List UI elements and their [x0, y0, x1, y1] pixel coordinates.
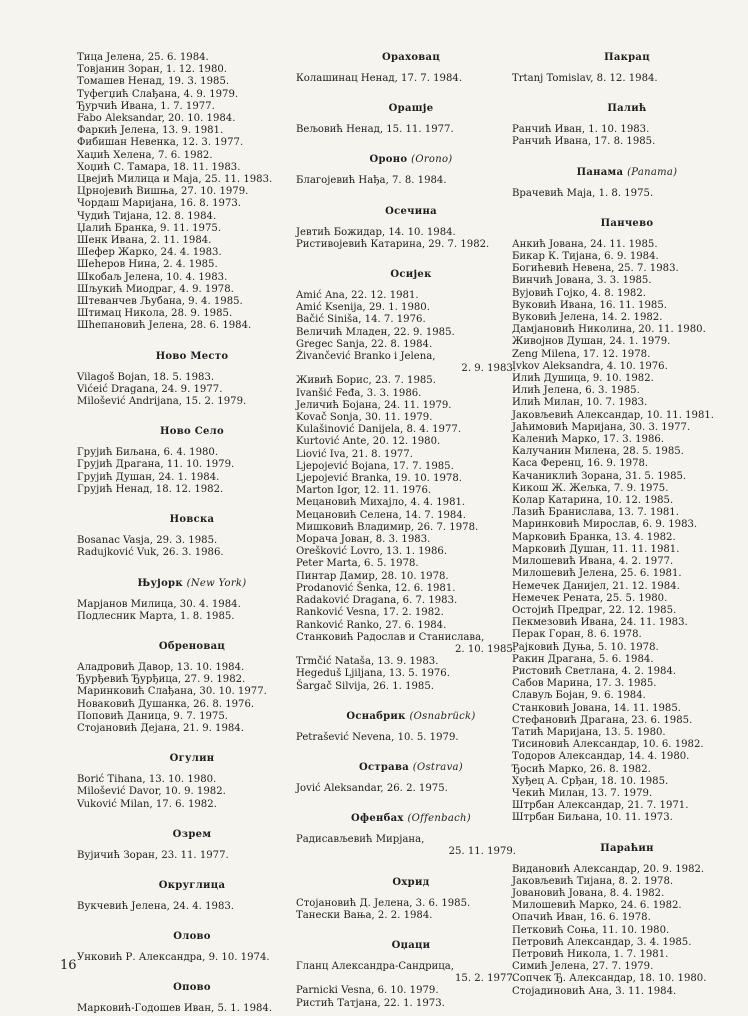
- spacer: [77, 623, 307, 641]
- section-heading: [296, 52, 526, 64]
- spacer: [77, 496, 307, 514]
- entry: Благојевић Нађа, 7. 8. 1984.: [296, 175, 447, 187]
- section-heading: [77, 753, 307, 765]
- entry: Рајковић Дуња, 5. 10. 1978.: [512, 641, 659, 653]
- page-number: 16: [60, 958, 77, 973]
- entry: Поповић Даница, 9. 7. 1975.: [77, 710, 228, 722]
- heading-text: Офенбах: [351, 813, 404, 825]
- entry: Стојановић Д. Јелена, 3. 6. 1985.: [296, 897, 471, 909]
- section-heading: [296, 711, 526, 723]
- entry: Живојнов Душан, 24. 1. 1979.: [512, 336, 671, 348]
- entry: Цвејић Милица и Маја, 25. 11. 1983.: [77, 174, 273, 186]
- entry: Татић Маријана, 13. 5. 1980.: [512, 726, 666, 738]
- entry: Ђурђевић Ђурђица, 27. 9. 1982.: [77, 674, 246, 686]
- section-heading: [77, 641, 307, 653]
- spacer: [296, 115, 526, 124]
- section-heading: [296, 813, 526, 825]
- spacer: [77, 363, 307, 372]
- entry: Amić Ksenija, 29. 1. 1980.: [296, 302, 430, 314]
- heading-text: Пакрац: [604, 52, 650, 63]
- section-heading: [77, 351, 307, 363]
- entry: Грујић Драгана, 11. 10. 1979.: [77, 459, 235, 471]
- entry: Ljepojević Branka, 19. 10. 1978.: [296, 473, 462, 485]
- heading-text: Оснабрик: [346, 710, 406, 722]
- spacer: [77, 653, 307, 662]
- spacer: [296, 64, 526, 73]
- entry: Ракин Драгана, 5. 6. 1984.: [512, 653, 654, 665]
- entry: Мецановић Селена, 14. 7. 1984.: [296, 509, 466, 521]
- entry: Новаковић Душанка, 26. 8. 1976.: [77, 698, 255, 710]
- entry: Сабов Марина, 17. 3. 1985.: [512, 678, 657, 690]
- heading-text: Панама: [576, 166, 624, 178]
- spacer: [512, 64, 742, 73]
- spacer: [296, 952, 526, 961]
- entry: Trmčić Nataša, 13. 9. 1983.: [296, 656, 439, 668]
- entry: Милошевић Ивана, 4. 2. 1977.: [512, 556, 674, 568]
- entry: Хаџић Хелена, 7. 6. 1982.: [77, 149, 213, 161]
- spacer: [77, 913, 307, 931]
- entry: Винчић Јована, 3. 3. 1985.: [512, 275, 652, 287]
- entry: Грујић Биљана, 6. 4. 1980.: [77, 447, 219, 459]
- entry: Видановић Александар, 20. 9. 1982.: [512, 863, 705, 875]
- entry: Црнојевић Вишња, 27. 10. 1979.: [77, 186, 249, 198]
- entry: Морача Јован, 8. 3. 1983.: [296, 534, 431, 546]
- entry: Калучанин Милена, 28. 5. 1985.: [512, 446, 684, 458]
- entry: Amić Ana, 22. 12. 1981.: [296, 290, 419, 302]
- spacer: [77, 438, 307, 447]
- entry: Опачић Иван, 16. 6. 1978.: [512, 912, 651, 924]
- section-heading: [512, 52, 742, 64]
- entry: Hegeduš Ljiljana, 13. 5. 1976.: [296, 668, 450, 680]
- heading-subtitle: (Ostrava): [412, 761, 463, 773]
- entry: Јаћимовић Маријана, 30. 3. 1977.: [512, 421, 691, 433]
- entry: Јаковљевић Александар, 10. 11. 1981.: [512, 409, 715, 421]
- entry: Величић Младен, 22. 9. 1985.: [296, 326, 455, 338]
- entry: Peter Marta, 6. 5. 1978.: [296, 558, 419, 570]
- heading-text: Оџаци: [391, 939, 431, 951]
- entry: Ранчић Ивана, 17. 8. 1985.: [512, 136, 656, 148]
- entry: Каса Ференц, 16. 9. 1978.: [512, 458, 649, 470]
- entry: Parnicki Vesna, 6. 10. 1979.: [296, 985, 439, 997]
- section-heading: [77, 982, 307, 994]
- entry: Кикош Ж. Жељка, 7. 9. 1975.: [512, 482, 669, 494]
- spacer: [77, 526, 307, 535]
- entry: Ристивојевић Катарина, 29. 7. 1982.: [296, 238, 490, 250]
- entry: Шљукић Миодраг, 4. 9. 1978.: [77, 283, 234, 295]
- entry: Чудић Тијана, 12. 8. 1984.: [77, 210, 217, 222]
- entry: Качаниклић Зорана, 31. 5. 1985.: [512, 470, 687, 482]
- entry: Orešković Lovro, 13. 1. 1986.: [296, 546, 448, 558]
- entry: Колашинац Ненад, 17. 7. 1984.: [296, 73, 463, 84]
- entry: Илић Милан, 10. 7. 1983.: [512, 397, 648, 409]
- column-3: [512, 52, 742, 998]
- entry: Штрбан Александар, 21. 7. 1971.: [512, 800, 689, 812]
- heading-text: Острава: [358, 761, 409, 773]
- entry: Марковић Бранка, 13. 4. 1982.: [512, 531, 676, 543]
- entry: Мишковић Владимир, 26. 7. 1978.: [296, 521, 479, 533]
- entry: Перак Горан, 8. 6. 1978.: [512, 629, 642, 641]
- entry: Тица Јелена, 25. 6. 1984.: [77, 52, 209, 63]
- entry: Хуђец А. Срђан, 18. 10. 1985.: [512, 775, 669, 787]
- entry: Вуковић Јелена, 14. 2. 1982.: [512, 312, 663, 324]
- entry: Џалић Бранка, 9. 11. 1975.: [77, 222, 222, 234]
- entry: Петровић Никола, 1. 7. 1981.: [512, 948, 669, 960]
- entry: Ivanšić Feđa, 3. 3. 1986.: [296, 387, 422, 399]
- heading-text: Новска: [169, 514, 215, 526]
- heading-text: Олово: [173, 931, 211, 943]
- entry: Товјанин Зоран, 1. 12. 1980.: [77, 64, 228, 76]
- spacer: [296, 744, 526, 762]
- entry: Ристић Татјана, 22. 1. 1973.: [296, 997, 445, 1009]
- spacer: [77, 862, 307, 880]
- entry: Milošević Andrijana, 15. 2. 1979.: [77, 396, 247, 408]
- entry: Шеһеров Нина, 2. 4. 1985.: [77, 259, 218, 271]
- entry: Јовановић Јована, 8. 4. 1982.: [512, 887, 665, 899]
- entry: Petrašević Nevena, 10. 5. 1979.: [296, 731, 459, 743]
- entry: Немечек Рената, 25. 5. 1980.: [512, 592, 668, 604]
- heading-subtitle: (Osnabrück): [409, 710, 476, 722]
- spacer: [77, 765, 307, 774]
- section-heading: [296, 940, 526, 952]
- entry: Kurtović Ante, 20. 12. 1980.: [296, 436, 441, 448]
- entry: Петровић Александар, 3. 4. 1985.: [512, 936, 692, 948]
- entry: Немечек Данијел, 21. 12. 1984.: [512, 580, 680, 592]
- spacer: [77, 811, 307, 829]
- spacer: [512, 115, 742, 124]
- entry-date-continuation: 2. 10. 1985.: [455, 643, 516, 655]
- section-heading: [77, 514, 307, 526]
- entry: Trtanj Tomislav, 8. 12. 1984.: [512, 73, 658, 84]
- entry-date-continuation: 15. 2. 1977.: [455, 973, 516, 985]
- heading-text: Панчево: [600, 217, 654, 229]
- heading-text: Обреновац: [158, 640, 226, 652]
- heading-subtitle: (Offenbach): [407, 813, 471, 825]
- entry: Šargač Silvija, 26. 1. 1985.: [296, 680, 434, 692]
- entry: Radaković Dragana, 6. 7. 1983.: [296, 595, 458, 607]
- entry: Тодоров Александар, 14. 4. 1980.: [512, 751, 690, 763]
- section-heading: [77, 829, 307, 841]
- entry: Томашев Ненад, 19. 3. 1985.: [77, 76, 230, 88]
- entry: Fabo Aleksandar, 20. 10. 1984.: [77, 113, 236, 125]
- heading-text: Ороно: [369, 154, 408, 166]
- entry: Пинтар Дамир, 28. 10. 1978.: [296, 570, 449, 582]
- spacer: [77, 943, 307, 952]
- entry: Prodanović Šenka, 12. 6. 1981.: [296, 582, 456, 594]
- entry: Стефановић Драгана, 23. 6. 1985.: [512, 714, 693, 726]
- spacer: [296, 825, 526, 834]
- entry: Вујовић Гојко, 4. 8. 1982.: [512, 287, 646, 299]
- section-heading: [296, 269, 526, 281]
- entry: Ристовић Светлана, 4. 2. 1984.: [512, 665, 677, 677]
- entry: Штрбан Биљана, 10. 11. 1973.: [512, 812, 673, 824]
- section-heading: [296, 762, 526, 774]
- spacer: [77, 590, 307, 599]
- spacer: [296, 136, 526, 154]
- section-heading: [512, 167, 742, 179]
- section-heading: [512, 103, 742, 115]
- heading-subtitle: (New York): [186, 577, 247, 589]
- entry: Грујић Ненад, 18. 12. 1982.: [77, 483, 224, 495]
- section-heading: [296, 154, 526, 166]
- heading-text: Охрид: [392, 876, 430, 888]
- entry: Kovač Sonja, 30. 11. 1979.: [296, 412, 433, 424]
- entry: Врачевић Маја, 1. 8. 1975.: [512, 187, 654, 199]
- entry: Вуковић Ивана, 16. 11. 1985.: [512, 299, 667, 311]
- spacer: [512, 855, 742, 864]
- spacer: [77, 560, 307, 578]
- entry: Маринковић Мирослав, 6. 9. 1983.: [512, 519, 698, 531]
- heading-text: Опово: [173, 982, 211, 994]
- entry: Vićeić Dragana, 24. 9. 1977.: [77, 383, 223, 395]
- spacer: [512, 230, 742, 239]
- entry: Марковић Душан, 11. 11. 1981.: [512, 543, 680, 555]
- entry: Подлесник Марта, 1. 8. 1985.: [77, 610, 235, 622]
- entry: Грујић Душан, 24. 1. 1984.: [77, 471, 220, 483]
- entry: Милошевић Јелена, 25. 6. 1981.: [512, 568, 682, 580]
- spacer: [77, 841, 307, 850]
- spacer: [296, 693, 526, 711]
- entry: Фаркић Јелена, 13. 9. 1981.: [77, 125, 224, 137]
- spacer: [296, 774, 526, 783]
- entry: Marton Igor, 12. 11. 1976.: [296, 485, 432, 497]
- entry: Kulašinović Danijela, 8. 4. 1977.: [296, 424, 462, 436]
- entry: Вукчевић Јелена, 24. 4. 1983.: [77, 900, 234, 912]
- entry: Liović Iva, 21. 8. 1977.: [296, 448, 413, 460]
- entry: Пекмезовић Ивана, 24. 11. 1983.: [512, 617, 688, 629]
- heading-subtitle: (Orono): [411, 154, 453, 166]
- section-heading: [77, 880, 307, 892]
- entry: Туфегџић Слађана, 4. 9. 1979.: [77, 88, 239, 100]
- heading-text: Ораховац: [381, 52, 441, 63]
- spacer: [512, 200, 742, 218]
- entry: Шефер Жарко, 24. 4. 1983.: [77, 247, 222, 259]
- entry: Богићевић Невена, 25. 7. 1983.: [512, 263, 679, 275]
- entry: Јеличић Бојана, 24. 11. 1979.: [296, 399, 452, 411]
- entry: Шенк Ивана, 2. 11. 1984.: [77, 235, 212, 247]
- spacer: [77, 735, 307, 753]
- spacer: [296, 723, 526, 732]
- entry: Каленић Марко, 17. 3. 1986.: [512, 434, 664, 446]
- section-heading: [296, 103, 526, 115]
- entry: Штеванчев Љубана, 9. 4. 1985.: [77, 296, 243, 308]
- entry: Симић Јелена, 27. 7. 1979.: [512, 961, 654, 973]
- entry: Марјанов Милица, 30. 4. 1984.: [77, 598, 241, 610]
- section-heading: [512, 218, 742, 230]
- entry: Vuković Milan, 17. 6. 1982.: [77, 798, 217, 810]
- spacer: [512, 85, 742, 103]
- heading-text: Осечина: [385, 205, 437, 217]
- entry: Gregec Sanja, 22. 8. 1984.: [296, 338, 433, 350]
- entry: Остојић Предраг, 22. 12. 1985.: [512, 604, 677, 616]
- entry: Чордаш Маријана, 16. 8. 1973.: [77, 198, 242, 210]
- entry: Radujković Vuk, 26. 3. 1986.: [77, 547, 224, 559]
- spacer: [296, 85, 526, 103]
- entry: Чекић Милан, 13. 7. 1979.: [512, 787, 653, 799]
- heading-subtitle: (Panama): [627, 166, 678, 178]
- entry: Аладровић Давор, 13. 10. 1984.: [77, 661, 245, 673]
- heading-text: Округлица: [158, 879, 226, 891]
- spacer: [77, 892, 307, 901]
- entry: Петковић Соња, 11. 10. 1980.: [512, 924, 670, 936]
- entry: Тисиновић Александар, 10. 6. 1982.: [512, 739, 704, 751]
- entry: Milošević Davor, 10. 9. 1982.: [77, 786, 226, 798]
- entry: Сопчек Ђ. Александар, 18. 10. 1980.: [512, 973, 707, 985]
- heading-text: Параћин: [600, 842, 654, 854]
- entry: Ђосић Марко, 26. 8. 1982.: [512, 763, 651, 775]
- spacer: [77, 994, 307, 1003]
- spacer: [512, 149, 742, 167]
- entry: Vilagoš Bojan, 18. 5. 1983.: [77, 371, 215, 383]
- entry: Стојадиновић Ана, 3. 11. 1984.: [512, 985, 677, 997]
- entry: Мецановић Михајло, 4. 4. 1981.: [296, 497, 466, 509]
- entry: Станковић Јована, 14. 11. 1985.: [512, 702, 681, 714]
- entry: Илић Јелена, 6. 3. 1985.: [512, 385, 640, 397]
- section-heading: [296, 206, 526, 218]
- entry: Шһепановић Јелена, 28. 6. 1984.: [77, 320, 252, 332]
- entry: Вељовић Ненад, 15. 11. 1977.: [296, 124, 454, 136]
- entry: Borić Tihana, 13. 10. 1980.: [77, 774, 217, 786]
- entry: Илић Душица, 9. 10. 1982.: [512, 373, 654, 385]
- spacer: [512, 825, 742, 843]
- spacer: [296, 795, 526, 813]
- spacer: [77, 964, 307, 982]
- heading-text: Ново Село: [160, 426, 224, 438]
- spacer: [296, 859, 526, 877]
- spacer: [296, 281, 526, 290]
- entry: Јевтић Божидар, 14. 10. 1984.: [296, 226, 456, 238]
- entry: Хоџић С. Тамара, 18. 11. 1983.: [77, 161, 241, 173]
- spacer: [77, 408, 307, 426]
- entry: Ranković Ranko, 27. 6. 1984.: [296, 619, 447, 631]
- heading-text: Осијек: [390, 269, 432, 281]
- entry: Živančević Branko i Jelena,: [296, 351, 436, 363]
- entry: Шкобаљ Јелена, 10. 4. 1983.: [77, 271, 228, 283]
- section-heading: [512, 843, 742, 855]
- entry: Бикар К. Тијана, 6. 9. 1984.: [512, 251, 659, 263]
- entry: Ivkov Aleksandra, 4. 10. 1976.: [512, 360, 668, 372]
- entry: Анкић Јована, 24. 11. 1985.: [512, 238, 658, 250]
- entry: Јаковљевић Тијана, 8. 2. 1978.: [512, 875, 674, 887]
- entry: Марковић-Годошев Иван, 5. 1. 1984.: [77, 1003, 273, 1015]
- heading-text: Палић: [607, 103, 647, 115]
- entry: Дамјановић Николина, 20. 11. 1980.: [512, 324, 706, 336]
- section-heading: [77, 931, 307, 943]
- column-1: [77, 52, 307, 1016]
- section-heading: [296, 877, 526, 889]
- entry: Вујичић Зоран, 23. 11. 1977.: [77, 849, 229, 861]
- entry: Bosanac Vasja, 29. 3. 1985.: [77, 535, 218, 547]
- spacer: [296, 218, 526, 227]
- section-heading: [77, 578, 307, 590]
- entry: Колар Катарина, 10. 12. 1985.: [512, 495, 674, 507]
- entry: Штимац Никола, 28. 9. 1985.: [77, 308, 233, 320]
- entry-date-continuation: 25. 11. 1979.: [448, 846, 516, 858]
- entry: Милошевић Марко, 24. 6. 1982.: [512, 900, 682, 912]
- entry: Bačić Siniša, 14. 7. 1976.: [296, 314, 426, 326]
- entry: Станковић Радослав и Станислава,: [296, 631, 485, 643]
- entry-date-continuation: 2. 9. 1983.: [461, 363, 516, 375]
- entry: Живић Борис, 23. 7. 1985.: [296, 375, 436, 387]
- entry: Гланц Александра-Сандрица,: [296, 960, 454, 972]
- entry: Радисављевић Мирјана,: [296, 834, 425, 846]
- heading-text: Озрем: [172, 828, 212, 840]
- entry: Славуљ Бојан, 9. 6. 1984.: [512, 690, 646, 702]
- spacer: [77, 333, 307, 351]
- entry: Jović Aleksandar, 26. 2. 1975.: [296, 782, 448, 794]
- spacer: [296, 188, 526, 206]
- entry: Стојановић Дејана, 21. 9. 1984.: [77, 722, 244, 734]
- entry: Ranković Vesna, 17. 2. 1982.: [296, 607, 444, 619]
- spacer: [512, 179, 742, 188]
- entry: Ранчић Иван, 1. 10. 1983.: [512, 124, 650, 136]
- entry: Zeng Milena, 17. 12. 1978.: [512, 348, 651, 360]
- entry: Унковић Р. Александра, 9. 10. 1974.: [77, 952, 270, 964]
- heading-text: Огулин: [169, 753, 215, 765]
- column-2: [296, 52, 526, 1010]
- spacer: [296, 922, 526, 940]
- entry: Ђурчић Ивана, 1. 7. 1977.: [77, 100, 215, 112]
- entry: Маринковић Слађана, 30. 10. 1977.: [77, 686, 267, 698]
- heading-text: Ново Место: [155, 350, 229, 362]
- spacer: [296, 889, 526, 898]
- entry: Лазић Бранислава, 13. 7. 1981.: [512, 507, 679, 519]
- entry: Фибишан Невенка, 12. 3. 1977.: [77, 137, 244, 149]
- entry: Танески Вања, 2. 2. 1984.: [296, 909, 433, 921]
- heading-text: Орашје: [388, 103, 434, 115]
- entry: Ljepojević Bojana, 17. 7. 1985.: [296, 460, 454, 472]
- section-heading: [77, 426, 307, 438]
- heading-text: Њујорк: [137, 577, 183, 589]
- spacer: [296, 251, 526, 269]
